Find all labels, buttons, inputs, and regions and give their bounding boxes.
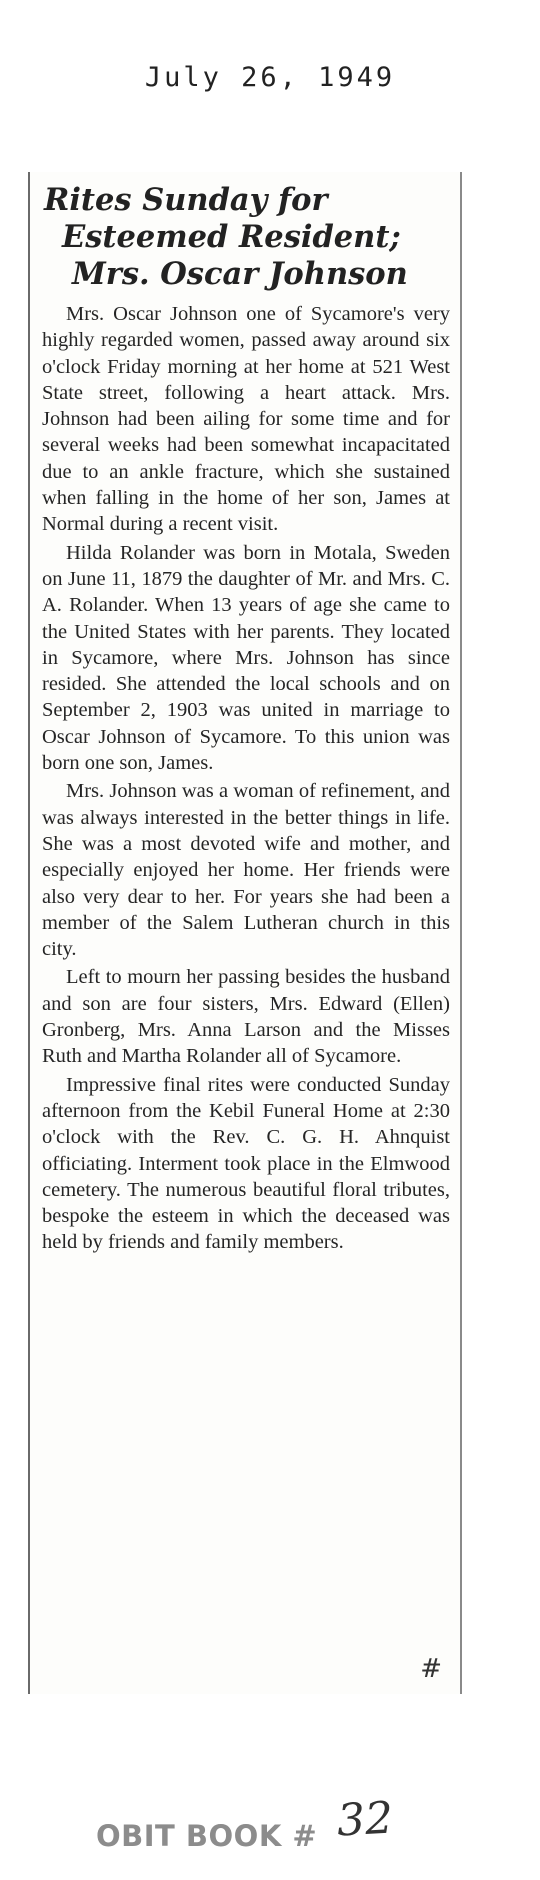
obit-book-label: OBIT BOOK #	[96, 1819, 318, 1853]
article-paragraph: Left to mourn her passing besides the husband and son are four sisters, Mrs. Edward (Ellen) Gronberg, Mrs. Anna Larson and the Misses Ruth and Martha Rolander all of Sycamore.	[42, 966, 450, 1068]
headline-line-2: Esteemed Resident;	[62, 219, 401, 255]
article-body	[30, 301, 460, 1256]
obit-book-footer	[96, 1792, 395, 1857]
article-paragraph: Hilda Rolander was born in Motala, Sweden on June 11, 1879 the daughter of Mr. and Mrs. C. A. Rolander. When 13 years of age she came to the United States with her parents. They located in Sycamore, where Mrs. Johnson has since resided. She attended the local schools and on September 2, 1903 was united in marriage to Oscar Johnson of Sycamore. To this union was born one son, James.	[42, 541, 450, 775]
newspaper-clipping	[28, 172, 462, 1694]
article-paragraph: Mrs. Oscar Johnson one of Sycamore's very highly regarded women, passed away around six o'clock Friday morning at her home at 521 West State street, following a heart attack. Mrs. Johnson had been ailing for some time and for several weeks had been somewhat incapacitated due to an ankle fracture, which she sustained when falling in the home of her son, James at Normal during a recent visit.	[42, 303, 450, 536]
obit-book-number: 32	[335, 1792, 395, 1847]
headline-line-1: Rites Sunday for	[44, 182, 328, 218]
end-mark: #	[420, 1654, 442, 1684]
article-paragraph: Mrs. Johnson was a woman of refinement, and was always interested in the better things in life. She was a most devoted wife and mother, and especially enjoyed her home. Her friends were also very dear to her. For years she had been a member of the Salem Lutheran church in this city.	[42, 780, 450, 961]
headline	[44, 182, 452, 293]
article-paragraph: Impressive final rites were conducted Sunday afternoon from the Kebil Funeral Home at 2:30 o'clock with the Rev. C. G. H. Ahnquist officiating. Interment took place in the Elmwood cemetery. The numerous beautiful floral tributes, bespoke the esteem in which the deceased was held by friends and family members.	[42, 1073, 450, 1254]
date-stamp: July 26, 1949	[144, 62, 396, 93]
headline-line-3: Mrs. Oscar Johnson	[72, 256, 408, 292]
